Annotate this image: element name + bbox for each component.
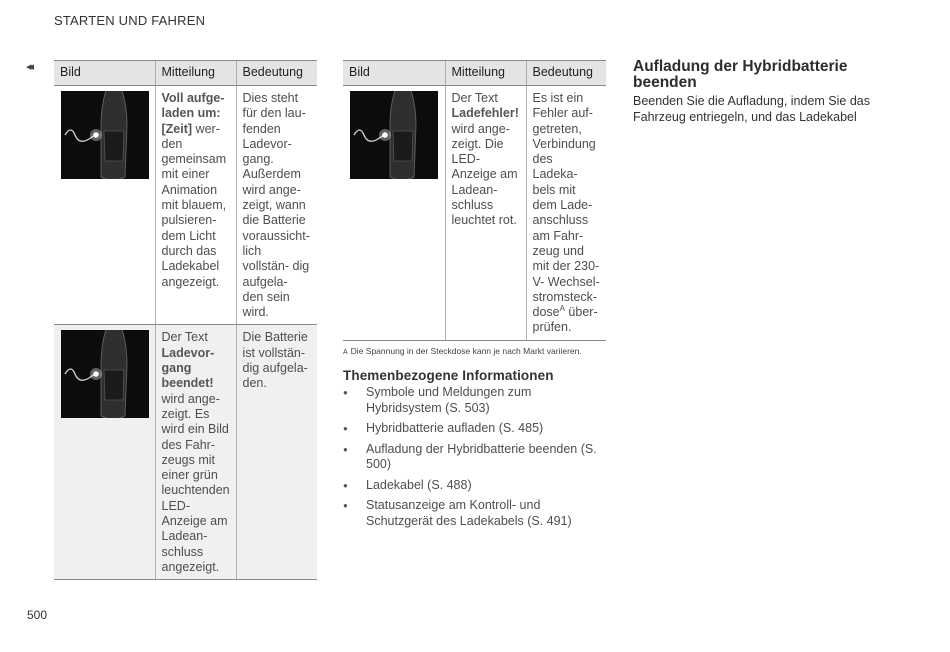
- related-link[interactable]: ● Symbole und Meldungen zum Hybridsystem (S. 503): [343, 385, 608, 416]
- section-body: Beenden Sie die Aufladung, indem Sie das Fahrzeug entriegeln, und das Ladekabel: [633, 94, 870, 124]
- message-text: Der Text: [161, 330, 208, 345]
- meaning-text: Die Batterie ist vollstän- dig aufgela- den.: [236, 325, 317, 580]
- related-link[interactable]: ● Hybridbatterie aufladen (S. 485): [343, 421, 608, 437]
- meaning-text: über- prüfen.: [532, 305, 598, 335]
- footnote: [343, 346, 582, 356]
- message-highlight: Voll aufge- laden um: [Zeit]: [161, 91, 225, 136]
- meaning-text: Es ist ein Fehler auf- getreten, Verbindung des Ladeka- bels mit dem Lade- anschluss am Fahr- zeug und mit der 230-V- Wechsel- stromsteck- dose: [532, 91, 600, 320]
- related-link[interactable]: ● Aufladung der Hybridbatterie beenden (S. 500): [343, 442, 608, 473]
- table-row: [54, 86, 317, 325]
- message-text: Der Text: [451, 91, 498, 105]
- messages-table-left: [54, 60, 317, 580]
- message-highlight: Ladefehler!: [451, 106, 519, 121]
- related-info-title: Themenbezogene Informationen: [343, 368, 554, 383]
- column-header-image: Bild: [54, 61, 155, 86]
- column-header-image: Bild: [343, 61, 445, 86]
- page-number: 500: [27, 608, 48, 622]
- table-row: [54, 325, 317, 580]
- section-title: Aufladung der Hybridbatterie beenden: [633, 58, 848, 91]
- column-header-message: Mitteilung: [445, 61, 526, 86]
- message-text: wer- den gemeinsam mit einer Animation mit blauem, pulsieren- dem Licht durch das Ladekabel angezeigt.: [161, 121, 227, 289]
- message-text: wird ange- zeigt. Es wird ein Bild des Fahr- zeugs mit einer grün leuchtenden LED- Anzeige am Ladean- schluss angezeigt.: [161, 391, 230, 574]
- back-icon[interactable]: ◂◂: [26, 61, 32, 73]
- column-header-message: Mitteilung: [155, 61, 236, 86]
- related-link[interactable]: ● Statusanzeige am Kontroll- und Schutzgerät des Ladekabels (S. 491): [343, 498, 608, 529]
- footnote-text: Die Spannung in der Steckdose kann je nach Markt variieren.: [350, 346, 582, 356]
- footnote-mark: A: [343, 349, 348, 356]
- related-link[interactable]: ● Ladekabel (S. 488): [343, 478, 608, 494]
- footnote-ref: A: [559, 304, 565, 313]
- table-row: [343, 86, 606, 341]
- message-highlight: Ladevor- gang beendet!: [161, 345, 215, 391]
- car-charging-icon: [350, 91, 438, 179]
- related-info-list: [343, 385, 608, 534]
- page-header-title: STARTEN UND FAHREN: [54, 13, 206, 28]
- message-text: wird ange- zeigt. Die LED- Anzeige am Ladean- schluss leuchtet rot.: [451, 121, 518, 228]
- column-header-meaning: Bedeutung: [236, 61, 317, 86]
- car-charging-icon: [61, 330, 149, 418]
- meaning-text: Dies steht für den lau- fenden Ladevor- gang. Außerdem wird ange- zeigt, wann die Batterie voraussicht- lich vollstän- dig aufgela- den sein wird.: [236, 86, 317, 325]
- messages-table-right: [343, 60, 606, 341]
- car-charging-icon: [61, 91, 149, 179]
- column-header-meaning: Bedeutung: [526, 61, 606, 86]
